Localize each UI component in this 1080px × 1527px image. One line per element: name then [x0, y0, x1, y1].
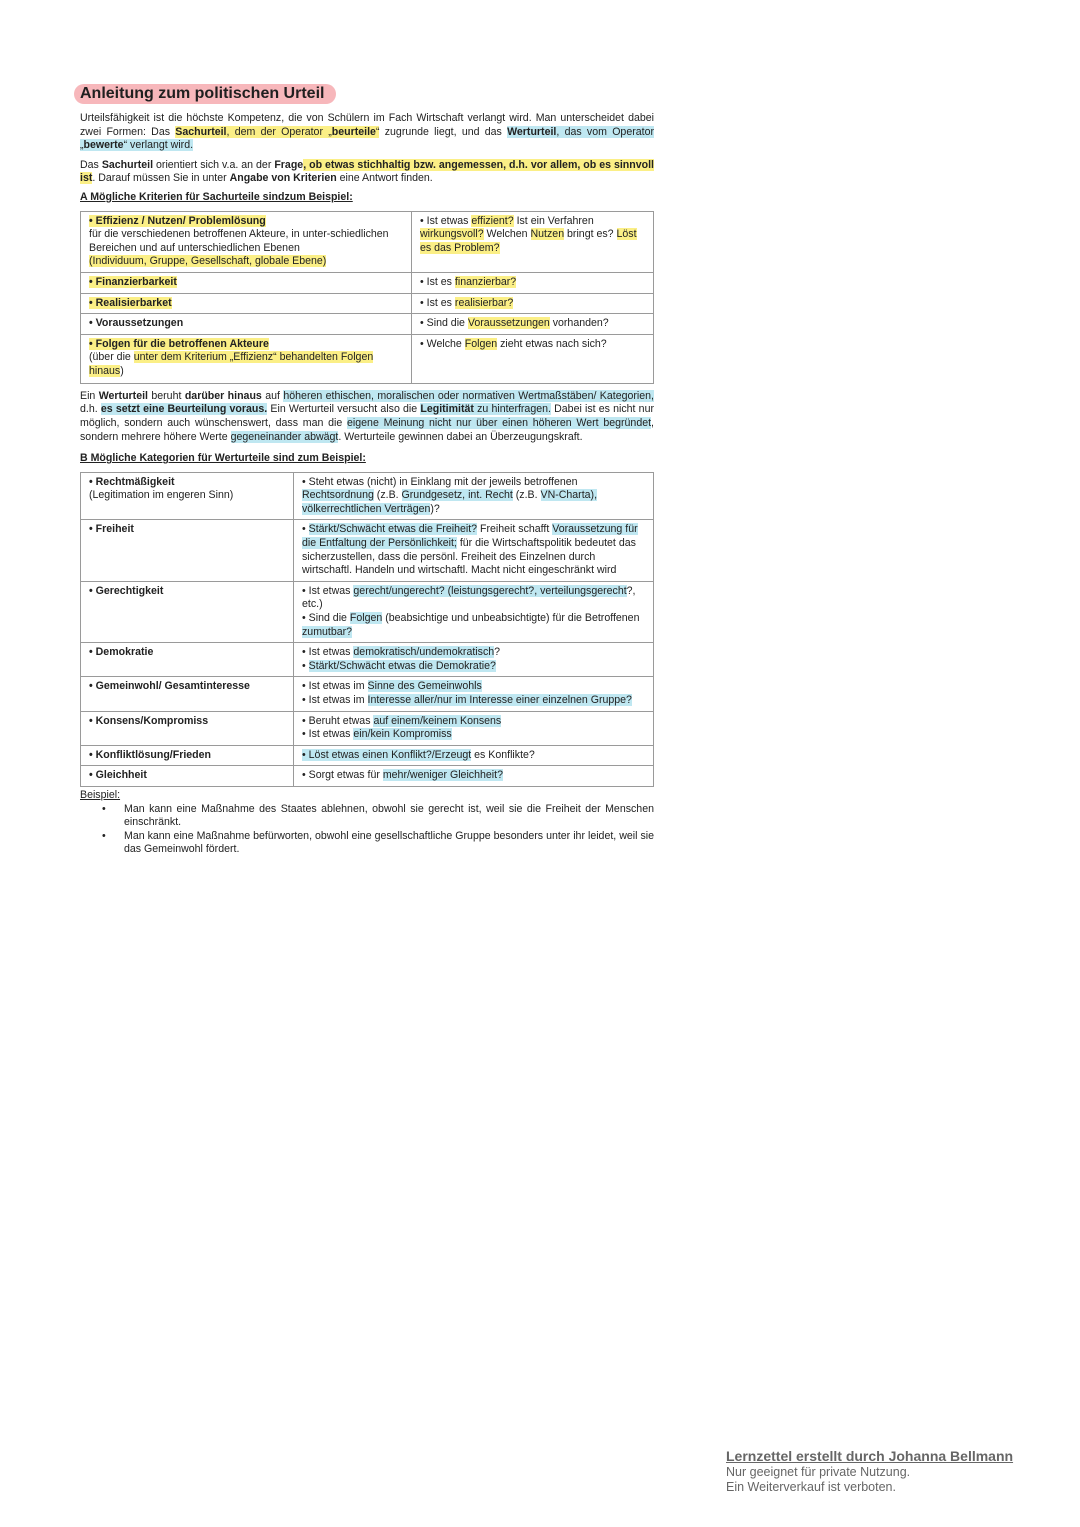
list-item: • Man kann eine Maßnahme des Staates ablehnen, obwohl sie gerecht ist, weil sie die Freiheit der Menschen einschränkt.: [124, 803, 654, 830]
text: beruht: [147, 389, 185, 402]
highlight: Löst es das Problem?: [420, 228, 637, 254]
criteria-table-a: [80, 211, 654, 384]
question-cell: • Welche Folgen zieht etwas nach sich?: [412, 334, 654, 383]
criterion-cell: • Gemeinwohl/ Gesamtinteresse: [81, 677, 294, 711]
term: darüber hinaus: [184, 389, 262, 402]
operator-beurteile: beurteile: [331, 125, 376, 138]
highlight: Folgen: [464, 337, 498, 350]
highlight: es setzt eine Beurteilung voraus.: [100, 403, 268, 416]
question-cell: • Ist etwas effizient? Ist ein Verfahren wirkungsvoll? Welchen Nutzen bringt es? Löst es das Problem?: [412, 211, 654, 272]
criterion-label: Gerechtigkeit: [95, 584, 164, 597]
criterion-cell: • Finanzierbarkeit: [81, 272, 412, 293]
criterion-label: Voraussetzungen: [95, 317, 184, 330]
criterion-label: Folgen für die betroffenen Akteure: [95, 337, 269, 350]
highlight: Legitimität: [420, 403, 474, 416]
term: Sachurteil: [101, 158, 154, 171]
highlight: auf einem/keinem Konsens: [373, 714, 502, 727]
text: ): [120, 364, 124, 377]
highlight: Folgen: [349, 612, 383, 625]
highlight: ein/kein Kompromiss: [353, 728, 452, 741]
criterion-label: Finanzierbarkeit: [95, 275, 177, 288]
criterion-cell: • Folgen für die betroffenen Akteure (über die unter dem Kriterium „Effizienz“ behandelten Folgen hinaus): [81, 334, 412, 383]
section-b-heading: B Mögliche Kategorien für Werturteile sind zum Beispiel:: [80, 452, 366, 465]
table-row: [81, 711, 654, 745]
example-heading: Beispiel:: [80, 788, 121, 801]
text: . Werturteile gewinnen dabei an Überzeugungskraft.: [338, 430, 583, 443]
table-row: [81, 581, 654, 642]
highlight: finanzierbar?: [454, 275, 517, 288]
text: bringt es?: [564, 228, 617, 241]
criterion-label: Gleichheit: [95, 769, 147, 782]
highlight: gegeneinander abwägt: [230, 430, 339, 443]
intro-text: , dem der Operator „: [226, 125, 332, 138]
criterion-cell: • Gerechtigkeit: [81, 581, 294, 642]
question-cell: • Ist etwas demokratisch/undemokratisch? • Stärkt/Schwächt etwas die Demokratie?: [294, 643, 654, 677]
text: ?, etc.): [302, 584, 636, 611]
question-cell: • Löst etwas einen Konflikt?/Erzeugt es Konflikte?: [294, 745, 654, 766]
table-row: [81, 293, 654, 314]
text: , sondern mehrere höhere Werte: [80, 416, 654, 443]
term: Werturteil: [98, 389, 148, 402]
page-title: Anleitung zum politischen Urteil: [74, 84, 336, 104]
question-cell: • Stärkt/Schwächt etwas die Freiheit? Freiheit schafft Voraussetzung für die Entfaltung der Persönlichkeit; für die Wirtschaftspolitik bedeutet das sicherzustellen, dass die persönl. Freiheit des Einzelnen durch wirtschaftl. Handeln und wirtschaftl. Macht nicht eingeschränkt wird: [294, 520, 654, 581]
operator-bewerte: bewerte: [83, 139, 124, 152]
text: Beruht etwas: [308, 714, 374, 727]
text: Dabei ist es nicht nur möglich, sondern auch wünschenswert, dass man die: [80, 403, 654, 429]
table-row: [81, 472, 654, 520]
term: Frage: [274, 158, 304, 171]
text: d.h.: [80, 403, 101, 416]
highlight: Interesse aller/nur im Interesse einer einzelnen Gruppe?: [367, 694, 632, 706]
table-row: [81, 766, 654, 787]
table-row: [81, 211, 654, 272]
list-item: • Man kann eine Maßnahme befürworten, obwohl eine gesellschaftliche Gruppe besonders unter ihr leidet, weil sie das Gemeinwohl fördert.: [124, 830, 654, 857]
footer-note: [726, 1448, 1013, 1495]
usage-note: Nur geeignet für private Nutzung.: [726, 1465, 911, 1479]
table-row: [81, 643, 654, 677]
text: Ist etwas: [308, 646, 354, 659]
criterion-label: Effizienz / Nutzen/ Problemlösung: [95, 214, 266, 227]
criterion-cell: • Konsens/Kompromiss: [81, 711, 294, 745]
highlight: Löst etwas einen Konflikt?/Erzeugt: [308, 748, 472, 761]
criteria-table-b: [80, 472, 654, 787]
highlight: Rechtsordnung: [302, 489, 374, 502]
text: eine Antwort finden.: [336, 172, 433, 185]
text: für die Wirtschaftspolitik bedeutet das sicherzustellen, dass die persönl. Freiheit des Einzelnen durch wirtschaftl. Handeln und wirtschaftl. Macht nicht eingeschränkt wird: [302, 537, 636, 577]
criterion-desc: (Individuum, Gruppe, Gesellschaft, globale Ebene): [89, 255, 327, 268]
intro-text: “: [375, 125, 380, 138]
question-cell: • Beruht etwas auf einem/keinem Konsens • Ist etwas ein/kein Kompromiss: [294, 711, 654, 745]
criterion-cell: • Rechtmäßigkeit (Legitimation im engeren Sinn): [81, 472, 294, 520]
question-cell: • Ist etwas gerecht/ungerecht? (leistungsgerecht?, verteilungsgerecht?, etc.) • Sind die Folgen (beabsichtige und unbeabsichtigte) für die Betroffenen zumutbar?: [294, 581, 654, 642]
resale-note: Ein Weiterverkauf ist verboten.: [726, 1480, 896, 1494]
question-cell: • Steht etwas (nicht) in Einklang mit der jeweils betroffenen Rechtsordnung (z.B. Grundgesetz, int. Recht (z.B. VN-Charta), völkerrechtlichen Verträgen)?: [294, 472, 654, 520]
criterion-desc: (Legitimation im engeren Sinn): [89, 489, 234, 502]
question-cell: • Ist es finanzierbar?: [412, 272, 654, 293]
criterion-cell: • Gleichheit: [81, 766, 294, 787]
table-row: [81, 677, 654, 711]
highlight: unter dem Kriterium „Effizienz“ behandelten Folgen hinaus: [89, 351, 374, 377]
criterion-label: Gemeinwohl/ Gesamtinteresse: [95, 680, 250, 693]
criterion-cell: • Freiheit: [81, 520, 294, 581]
text: Sind die: [308, 612, 350, 625]
criterion-cell: • Realisierbarket: [81, 293, 412, 314]
highlight: mehr/weniger Gleichheit?: [382, 769, 503, 782]
question-cell: • Sind die Voraussetzungen vorhanden?: [412, 314, 654, 335]
text: Ist etwas im: [308, 694, 368, 706]
highlight: gerecht/ungerecht? (leistungsgerecht?, verteilungsgerecht: [353, 584, 627, 597]
sachurteil-paragraph: [80, 159, 654, 186]
criterion-label: Realisierbarket: [95, 296, 172, 309]
text: (z.B.: [512, 489, 541, 502]
text: es Konflikte?: [471, 748, 535, 761]
criterion-label: Rechtmäßigkeit: [95, 475, 175, 488]
text: auf: [261, 389, 284, 402]
highlight: Nutzen: [530, 228, 565, 241]
highlight: Voraussetzungen: [467, 317, 550, 330]
criterion-cell: • Effizienz / Nutzen/ Problemlösung für die verschiedenen betroffenen Akteure, in unter-schiedlichen Bereichen und auf unterschiedlichen Ebenen (Individuum, Gruppe, Gesellschaft, globale Ebene): [81, 211, 412, 272]
text: Steht etwas (nicht) in Einklang mit der jeweils betroffenen: [308, 475, 578, 488]
text: Sind die: [426, 317, 468, 330]
example-list: [80, 803, 654, 857]
criterion-cell: • Voraussetzungen: [81, 314, 412, 335]
criterion-desc: für die verschiedenen betroffenen Akteure, in unter-schiedlichen Bereichen und auf unterschiedlichen Ebenen: [89, 228, 389, 254]
intro-paragraph: [80, 112, 654, 153]
text: Ist es: [426, 296, 455, 309]
highlight: VN-Charta), völkerrechtlichen Verträgen: [302, 489, 598, 515]
question-cell: • Ist es realisierbar?: [412, 293, 654, 314]
text: Freiheit schafft: [477, 523, 553, 536]
text: (über die: [89, 351, 134, 364]
criterion-label: Freiheit: [95, 523, 134, 536]
text: zieht etwas nach sich?: [497, 337, 607, 350]
criterion-label: Demokratie: [95, 646, 154, 659]
text: Ist etwas: [426, 214, 472, 227]
highlight: , ob etwas stichhaltig bzw. angemessen, d.h. vor allem, ob es sinnvoll ist: [80, 158, 654, 185]
text: Ist etwas: [308, 728, 354, 741]
criterion-label: Konfliktlösung/Frieden: [95, 748, 212, 761]
criterion-label: Konsens/Kompromiss: [95, 714, 209, 727]
highlight: Stärkt/Schwächt etwas die Demokratie?: [308, 659, 496, 672]
intro-text: “ verlangt wird.: [123, 139, 194, 152]
text: orientiert sich v.a. an der: [153, 158, 275, 171]
term-sachurteil: Sachurteil: [175, 125, 227, 138]
highlight: zu hinterfragen.: [473, 403, 551, 416]
question-cell: • Sorgt etwas für mehr/weniger Gleichheit?: [294, 766, 654, 787]
text: ?: [494, 646, 501, 659]
table-row: [81, 272, 654, 293]
table-row: [81, 520, 654, 581]
document-page: [80, 84, 654, 857]
text: Ist etwas: [308, 584, 354, 597]
text: Welche: [426, 337, 465, 350]
criterion-cell: • Konfliktlösung/Frieden: [81, 745, 294, 766]
highlight: Grundgesetz, int. Recht: [401, 489, 513, 502]
text: . Darauf müssen Sie in unter: [92, 172, 230, 185]
question-cell: • Ist etwas im Sinne des Gemeinwohls • Ist etwas im Interesse aller/nur im Interesse einer einzelnen Gruppe?: [294, 677, 654, 711]
criterion-cell: • Demokratie: [81, 643, 294, 677]
text: (beabsichtige und unbeabsichtigte) für die Betroffenen: [382, 612, 640, 625]
highlight: demokratisch/undemokratisch: [353, 646, 495, 659]
text: Sorgt etwas für: [308, 769, 383, 782]
text: Ist ein Verfahren: [513, 214, 594, 227]
text: )?: [430, 502, 440, 515]
highlight: Stärkt/Schwächt etwas die Freiheit?: [308, 523, 478, 536]
term-werturteil: Werturteil: [507, 125, 557, 138]
text: Das: [80, 158, 102, 171]
werturteil-paragraph: [80, 390, 654, 444]
highlight: effizient?: [471, 214, 514, 227]
highlight: realisierbar?: [454, 296, 514, 309]
text: Ist es: [426, 275, 455, 288]
text: Welchen: [483, 228, 531, 241]
highlight: Voraussetzung für die Entfaltung der Persönlichkeit;: [302, 523, 638, 550]
intro-text: Urteilsfähigkeit ist die höchste Kompetenz, die von Schülern im Fach Wirtschaft verlangt wird. Man unterscheidet dabei zwei Formen: Das: [80, 112, 654, 138]
table-row: [81, 314, 654, 335]
section-a-heading: A Mögliche Kriterien für Sachurteile sindzum Beispiel:: [80, 190, 353, 203]
intro-text: zugrunde liegt, und das: [379, 125, 508, 138]
highlight: Sinne des Gemeinwohls: [367, 680, 482, 693]
text: Ist etwas im: [308, 680, 368, 693]
author-credit: Lernzettel erstellt durch Johanna Bellmann: [726, 1448, 1014, 1464]
highlight: wirkungsvoll?: [420, 228, 484, 241]
text: (z.B.: [373, 489, 402, 502]
table-row: [81, 745, 654, 766]
term: Angabe von Kriterien: [229, 172, 337, 185]
text: vorhanden?: [549, 317, 609, 330]
highlight: zumutbar?: [302, 625, 353, 638]
table-row: [81, 334, 654, 383]
text: Ein Werturteil versucht also die: [267, 403, 421, 416]
highlight: eigene Meinung nicht nur über einen höheren Wert begründet: [347, 416, 652, 429]
highlight: höheren ethischen, moralischen oder normativen Wertmaßstäben/ Kategorien,: [283, 389, 654, 402]
text: Ein: [80, 389, 99, 402]
intro-text: , das vom Operator „: [80, 125, 654, 152]
